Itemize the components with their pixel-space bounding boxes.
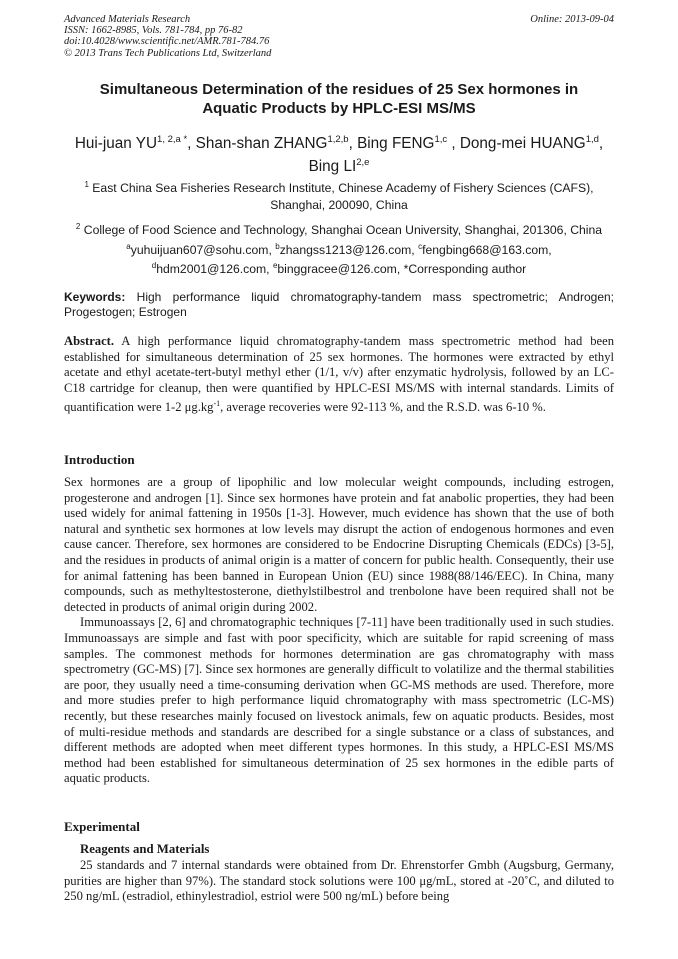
email-link[interactable]: zhangss1213@126.com, [279, 243, 419, 258]
author-affiliation-mark: 1,2,b [327, 134, 349, 145]
author-affiliation-mark: 1,c [434, 134, 448, 145]
email-line-2 [64, 258, 614, 277]
title-line-2: Aquatic Products by HPLC-ESI MS/MS [202, 100, 476, 117]
author-name: , Dong-mei HUANG [447, 135, 586, 153]
email-link[interactable]: yuhuijuan607@sohu.com, [130, 243, 276, 258]
experimental-body [64, 858, 614, 905]
author-separator: , [598, 135, 604, 153]
running-header [64, 14, 614, 59]
email-mark: e [272, 261, 278, 271]
affiliation-1-location: Shanghai, 200090, China [270, 198, 408, 212]
issn-line: ISSN: 1662-8985, Vols. 781-784, pp 76-82 [64, 25, 243, 37]
affiliation-number: 1 [84, 180, 89, 189]
abstract [64, 334, 614, 416]
author-affiliation-mark: 1,d [585, 134, 599, 145]
abstract-superscript: -1 [213, 399, 221, 409]
paragraph: Immunoassays [2, 6] and chromatographic techniques [7-11] have been traditionally used in such studies. Immunoassays are simple and fast with poor specificity, which are suitable for rapid screening of mass samples. The commonest methods for hormones determination are gas chromatography with mass spectrometry (GC-MS) [7]. Since sex hormones are generally difficult to volatilize and the thermal stabilities are poor, they usually need a time-consuming derivation when GC-MS methods are used. Therefore, more and more studies prefer to high performance liquid chromatography with mass spectrometric (LC-MS) recently, but these researches mainly focused on livestock animals, few on aquatic products. Besides, most of multi-residue methods and standards are described for a single substance or a class of substances, and different methods are adopted when meet different types hormones. In this study, a HPLC-ESI MS/MS method had been established for simultaneous determination of 25 sex hormones in the edible parts of aquatic products. [64, 615, 614, 786]
author-affiliation-mark: 2,e [356, 157, 370, 169]
abstract-text-end: , average recoveries were 92-113 %, and the R.S.D. was 6-10 %. [220, 400, 546, 415]
affiliation-text: College of Food Science and Technology, Shanghai Ocean University, Shanghai, 201306, China [80, 223, 603, 238]
author-list [64, 130, 614, 176]
email-line-1 [64, 239, 614, 258]
email-link[interactable]: hdm2001@126.com, [156, 262, 273, 277]
email-link[interactable]: binggracee@126.com, *Corresponding author [277, 262, 527, 277]
keywords-label: Keywords: [64, 290, 126, 304]
paper-title [64, 80, 614, 118]
copyright-line: © 2013 Trans Tech Publications Ltd, Switzerland [64, 47, 272, 59]
author-affiliation-mark: 1, 2,a * [157, 134, 188, 145]
author-line-1 [64, 130, 614, 153]
introduction-heading: Introduction [64, 452, 135, 467]
doi-line: doi:10.4028/www.scientific.net/AMR.781-784.76 [64, 36, 270, 48]
abstract-label: Abstract. [64, 334, 115, 348]
paragraph: 25 standards and 7 internal standards were obtained from Dr. Ehrenstorfer Gmbh (Augsburg, Germany, purities are higher than 97%). The standard stock solutions were 100 μg/mL, stored at -20˚C, and diluted to 250 ng/mL (estradiol, ethinylestradiol, estriol were 500 ng/mL) before being [64, 858, 614, 904]
affiliation-2 [64, 219, 614, 238]
online-date: Online: 2013-09-04 [530, 14, 614, 25]
affiliation-text: East China Sea Fisheries Research Institute, Chinese Academy of Fishery Sciences (CAFS), [88, 181, 594, 196]
email-mark: c [418, 242, 423, 251]
introduction-body [64, 475, 614, 787]
title-line-1: Simultaneous Determination of the residues of 25 Sex hormones in [99, 81, 579, 98]
journal-name: Advanced Materials Research [64, 14, 191, 25]
email-mark: b [275, 242, 280, 251]
author-line-2 [64, 153, 614, 176]
email-mark: a [126, 242, 131, 251]
reagents-subheading: Reagents and Materials [80, 842, 210, 856]
keywords [64, 290, 614, 320]
author-name: Bing LI [308, 158, 357, 176]
experimental-heading: Experimental [64, 819, 140, 834]
author-emails [64, 239, 614, 277]
author-name: , Shan-shan ZHANG [187, 135, 328, 153]
email-link[interactable]: fengbing668@163.com, [422, 243, 552, 258]
affiliation-1 [64, 177, 614, 196]
paragraph: Sex hormones are a group of lipophilic and low molecular weight compounds, including estrogen, progesterone and androgen [1]. Since sex hormones have protein and fat anabolic properties, they had been used widely for animal fattening in 1950s [1-3]. However, much evidence has shown that the use of both natural and synthetic sex hormones at low levels may disrupt the action of endogenous hormones and even cause cancer. Therefore, sex hormones are considered to be Endocrine Disrupting Chemicals (EDCs) [3-5], and the residues in products of animal origin is a matter of concern for public health. Consequently, their use for animal fattening has been banned in European Union (EU) since 1988(88/146/EEC). In China, many compounds, such as methyltestosterone, diethylstilbestrol and trenbolone have been required shall not be detected in products of animal origin during 2002. [64, 475, 614, 614]
abstract-text: A high performance liquid chromatography-tandem mass spectrometric method had been established for simultaneous determination of 25 sex hormones. The hormones were extracted by ethyl acetate and ethyl acetate-tert-butyl methyl ether (1/1, v/v) after enzymatic hydrolysis, followed by an LC-C18 cartridge for cleanup, then were quantified by HPLC-ESI MS/MS with internal standards. Limits of quantification were 1-2 μg.kg [64, 334, 614, 415]
author-name: Hui-juan YU [74, 135, 158, 153]
keywords-text: High performance liquid chromatography-tandem mass spectrometric; Androgen; Progestogen; Estrogen [64, 290, 614, 319]
affiliation-number: 2 [75, 222, 81, 231]
email-mark: d [151, 261, 157, 271]
author-name: , Bing FENG [348, 135, 435, 153]
